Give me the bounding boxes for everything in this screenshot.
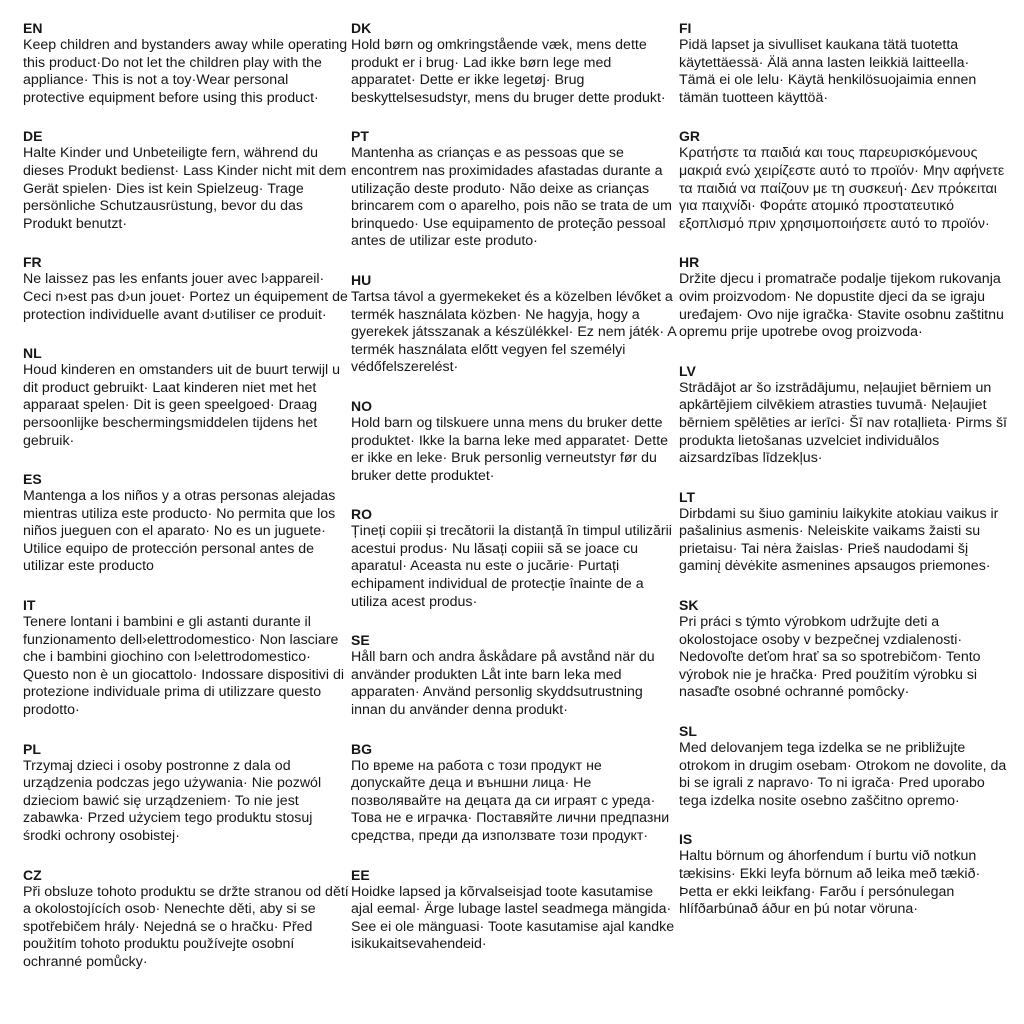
- section-ro: [351, 506, 679, 611]
- language-code: PL: [23, 740, 41, 757]
- section-lt: [679, 489, 1009, 576]
- section-dk: [351, 20, 679, 107]
- warning-text: Κρατήστε τα παιδιά και τους παρευρισκόμενους μακριά ενώ χειρίζεστε αυτό το προϊόν· Μην αφήνετε τα παιδιά να παίζουν με τη συσκευή· Δεν πρόκειται για παιχνίδι· Φοράτε ατομικό προστατευτικό εξοπλισμό πριν χρησιμοποιήσετε αυτό το προϊόν·: [679, 145, 1005, 232]
- language-code: GR: [679, 128, 700, 145]
- language-code: FR: [23, 254, 42, 271]
- section-cz: [23, 867, 351, 972]
- language-code: SK: [679, 597, 699, 614]
- warning-text: Håll barn och andra åskådare på avstånd när du använder produkten Låt inte barn leka med apparaten· Använd personlig skyddsutrustning innan du använder denna produkt·: [351, 649, 655, 719]
- warning-text: Mantenga a los niños y a otras personas alejadas mientras utiliza este producto· No permita que los niños jueguen con el aparato· No es un juguete· Utilice equipo de protección personal antes de utilizar este producto: [23, 488, 336, 575]
- warning-text: Dirbdami su šiuo gaminiu laikykite atokiau vaikus ir pašalinius asmenis· Neleiskite vaikams žaisti su prietaisu· Tai nėra žaislas· Prieš naudodami šį gaminį dėvėkite asmenines apsaugos priemones·: [679, 505, 999, 575]
- section-lv: [679, 363, 1009, 468]
- warning-text: Hold børn og omkringstående væk, mens dette produkt er i brug· Lad ikke børn lege med apparatet· Dette er ikke legetøj· Brug beskyttelsesudstyr, mens du bruger dette produkt·: [351, 37, 666, 106]
- warning-text: По време на работа с този продукт не допускайте деца и външни лица· Не позволявайте на децата да си играят с уреда· Това не е играчка· Поставяйте лични предпазни средства, преди да използвате този продукт·: [351, 757, 670, 844]
- warning-text: Houd kinderen en omstanders uit de buurt terwijl u dit product gebruikt· Laat kinderen niet met het apparaat spelen· Dit is geen speelgoed· Draag persoonlijke beschermingsmiddelen tijdens het gebruik·: [23, 362, 341, 449]
- section-es: [23, 471, 351, 576]
- section-no: [351, 398, 679, 485]
- language-code: NL: [23, 345, 42, 362]
- warning-text: Strādājot ar šo izstrādājumu, neļaujiet bērniem un apkārtējiem cilvēkiem atrasties tuvumā· Neļaujiet bērniem spēlēties ar ierīci· Šī nav rotaļlieta· Pirms šī produkta lietošanas uzvelciet individuālos aizsardzības līdzekļus·: [679, 379, 1007, 467]
- section-pl: [23, 741, 351, 846]
- language-code: HU: [351, 271, 372, 288]
- language-code: RO: [351, 506, 372, 523]
- warning-text: Ne laissez pas les enfants jouer avec l›appareil· Ceci n›est pas d›un jouet· Portez un équipement de protection individuelle avant d›utiliser ce produit·: [23, 271, 348, 323]
- language-code: BG: [351, 740, 372, 757]
- section-gr: [679, 128, 1009, 233]
- column-middle: [351, 20, 679, 1024]
- language-code: HR: [679, 254, 700, 271]
- language-code: CZ: [23, 866, 42, 883]
- section-sk: [679, 597, 1009, 702]
- language-code: ES: [23, 471, 42, 488]
- language-code: FI: [679, 20, 692, 36]
- section-it: [23, 597, 351, 720]
- language-code: IT: [23, 597, 36, 614]
- column-left: [23, 20, 351, 1024]
- warning-text: Trzymaj dzieci i osoby postronne z dala od urządzenia podczas jego używania· Nie pozwól dzieciom bawić się urządzeniem· To nie jest zabawka· Przed użyciem tego produktu stosuj środki ochrony osobistej·: [23, 757, 322, 844]
- warning-text: Tartsa távol a gyermekeket és a közelben lévőket a termék használata közben· Ne hagyja, hogy a gyerekek játsszanak a készülékkel· Ez nem játék· A termék használata előtt vegyen fel személyi védőfelszerelést·: [351, 288, 676, 376]
- language-code: EE: [351, 866, 370, 883]
- warning-text: Med delovanjem tega izdelka se ne približujte otrokom in drugim osebam· Otrokom ne dovolite, da bi se igrali z napravo· To ni igrača· Pred uporabo tega izdelka nosite osebno zaščitno opremo·: [679, 740, 1007, 809]
- warning-text: Držite djecu i promatrače podalje tijekom rukovanja ovim proizvodom· Ne dopustite djeci da se igraju uređajem· Ovo nije igračka· Stavite osobnu zaštitnu opremu prije upotrebe ovog proizvoda·: [679, 271, 1004, 341]
- section-hr: [679, 254, 1009, 341]
- section-en: [23, 20, 351, 107]
- language-code: LV: [679, 362, 696, 379]
- language-code: DE: [23, 128, 43, 145]
- section-fr: [23, 254, 351, 324]
- warning-text: Haltu börnum og áhorfendum í burtu við notkun tækisins· Ekki leyfa börnum að leika með tækið· Þetta er ekki leikfang· Farðu í persónulegan hlífðarbúnað áður en þú notar vöruna·: [679, 848, 981, 918]
- warning-text: Hoidke lapsed ja kõrvalseisjad toote kasutamise ajal eemal· Ärge lubage lastel seadmega mängida· See ei ole mänguasi· Toote kasutamise ajal kandke isikukaitsevahendeid·: [351, 883, 675, 953]
- language-code: IS: [679, 831, 693, 848]
- section-hu: [351, 272, 679, 377]
- language-code: SL: [679, 723, 697, 740]
- language-code: LT: [679, 488, 696, 505]
- warning-text: Pidä lapset ja sivulliset kaukana tätä tuotetta käytettäessä· Älä anna lasten leikkiä laitteella· Tämä ei ole lelu· Käytä henkilösuojaimia ennen tämän tuotteen käyttöä·: [679, 37, 977, 106]
- warning-text: Keep children and bystanders away while operating this product·Do not let the children play with the appliance· This is not a toy·Wear personal protective equipment before using this product·: [23, 37, 348, 106]
- section-bg: [351, 741, 679, 846]
- section-de: [23, 128, 351, 233]
- section-se: [351, 632, 679, 719]
- warning-text: Hold barn og tilskuere unna mens du bruker dette produktet· Ikke la barna leke med apparatet· Dette er ikke en leke· Bruk personlig verneutstyr før du bruker dette produktet·: [351, 414, 669, 484]
- language-code: PT: [351, 128, 369, 145]
- section-nl: [23, 345, 351, 450]
- warning-text: Pri práci s týmto výrobkom udržujte deti a okolostojace osoby v bezpečnej vzdialenosti· Nedovoľte deťom hrať sa so spotrebičom· Tento výrobok nie je hračka· Pred použitím výrobku si nasaďte osobné ochranné pomôcky·: [679, 614, 981, 701]
- warning-text: Tenere lontani i bambini e gli astanti durante il funzionamento dell›elettrodomestico· Non lasciare che i bambini giochino con l›elettrodomestico· Questo non è un giocattolo· Indossare dispositivi di protezione individuale prima di utilizzare questo prodotto·: [23, 614, 344, 719]
- warning-text: Halte Kinder und Unbeteiligte fern, während du dieses Produkt bedienst· Lass Kinder nicht mit dem Gerät spielen· Dies ist kein Spielzeug· Trage persönliche Schutzausrüstung, bevor du das Produkt benutzt·: [23, 145, 347, 232]
- language-code: SE: [351, 632, 370, 649]
- section-fi: [679, 20, 1009, 107]
- warning-text: Țineți copiii și trecătorii la distanță în timpul utilizării acestui produs· Nu lăsați copiii să se joace cu aparatul· Aceasta nu este o jucărie· Purtați echipament individual de protecție înainte de a utiliza acest produs·: [351, 523, 672, 610]
- warning-text: Mantenha as crianças e as pessoas que se encontrem nas proximidades afastadas durante a utilização deste produto· Não deixe as crianças brincarem com o aparelho, pois não se trata de um brinquedo· Use equipamento de proteção pessoal antes de utilizar este produto·: [351, 145, 672, 250]
- section-sl: [679, 723, 1009, 810]
- section-ee: [351, 867, 679, 954]
- language-code: NO: [351, 397, 372, 414]
- section-is: [679, 831, 1009, 918]
- warning-text: Při obsluze tohoto produktu se držte stranou od dětí a okolostojících osob· Nenechte děti, aby si se spotřebičem hrály· Nejedná se o hračku· Před použitím tohoto produktu používejte osobní ochranné pomůcky·: [23, 883, 349, 970]
- language-code: DK: [351, 20, 372, 36]
- column-right: [679, 20, 1009, 1024]
- section-pt: [351, 128, 679, 251]
- language-code: EN: [23, 20, 43, 36]
